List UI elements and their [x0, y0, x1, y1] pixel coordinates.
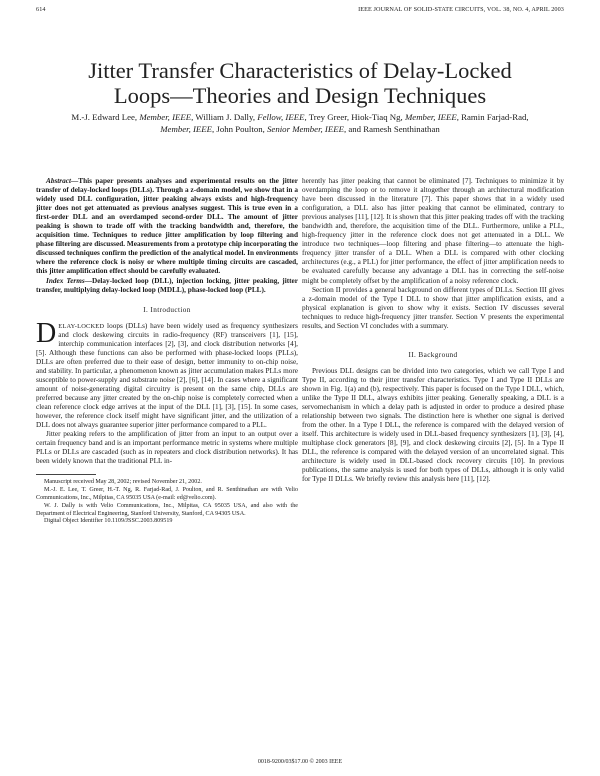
page-number: 614: [36, 6, 46, 13]
footnote-divider: [36, 474, 96, 475]
author-1: M.-J. Edward Lee,: [71, 112, 138, 122]
abstract-text: This paper presents analyses and experimental results on the jitter transfer of delay-locked loops (DLLs). Through a z-domain model, we show that in a widely used DLL configuration, jitter peaking always exists and high-frequency jitter does not get attenuated as previous analyses suggest. This is true even in a first-order DLL and an overdamped second-order DLL. The amount of jitter peaking is shown to trade off with the tracking bandwidth and, therefore, the acquisition time. Techniques to reduce jitter amplification by loop filtering and phase filtering are discussed. Measurements from a prototype chip incorporating the discussed techniques confirm the prediction of the analytical model. In environments where the reference clock is noisy or where multiple timing circuits are cascaded, this jitter amplification effect should be carefully evaluated.: [36, 177, 298, 276]
footnote-2: M.-J. E. Lee, T. Greer, H.-T. Ng, R. Farjad-Rad, J. Poulton, and R. Senthinathan are with Velio Communications, Inc., Milpitas, CA 95035 USA (e-mail: ed@velio.com).: [36, 487, 298, 501]
footnotes: [36, 479, 298, 526]
index-terms-text: Delay-locked loop (DLL), injection locking, jitter peaking, jitter transfer, multiplying delay-locked loop (MDLL), phase-locked loop (PLL).: [36, 276, 298, 294]
author-6: , and Ramesh Senthinathan: [343, 124, 440, 134]
author-list: [60, 111, 540, 135]
background-paragraph-1: Previous DLL designs can be divided into two categories, which we call Type I and Type II, according to their jitter transfer characteristics. Type I and Type II DLLs are shown in Fig. 1(a) and (b), respectively. This paper is focused on the Type I DLL, which, unlike the Type II DLL, always exhibits jitter peaking. Generally speaking, a DLL is a servomechanism in which a delay path is adjusted in order to produce a desired phase relationship between two signals. The distinction here is whether one signal is derived from the other. In a Type I DLL, the reference is compared with the delayed version of itself. This architecture is widely used in DLL-based frequency synthesizers [1], [3], [4], multiphase clock generators [8], [9], and clock deskewing circuits [2], [5]. In a Type II DLL, the reference is compared with the delayed version of an uncorrelated signal. This architecture is widely used in DLL-based clock recovery circuits [10]. In previous publications, the same analysis is used for both types of DLLs, although it is only valid for Type II DLLs. We briefly review this analysis here [11], [12].: [302, 366, 564, 484]
footnote-3: W. J. Dally is with Velio Communications, Inc., Milpitas, CA 95035 USA, and also with the Department of Electrical Engineering, Stanford University, Stanford, CA 94305 USA.: [36, 502, 298, 517]
right-paragraph-2: Section II provides a general background on different types of DLLs. Section III gives a z-domain model of the Type I DLL to show that jitter amplification exists, and a physical explanation is given to show why it exists. Section IV discusses several techniques to reduce high-frequency jitter transfer. Section V presents the experimental results, and Section VI concludes with a summary.: [302, 285, 564, 330]
footnote-1: Manuscript received May 28, 2002; revised November 21, 2002.: [44, 479, 202, 486]
right-column: [302, 177, 564, 484]
title-line-2: Loops—Theories and Design Techniques: [113, 83, 487, 108]
index-terms-label: Index Terms—: [46, 276, 92, 285]
abstract: [36, 177, 298, 277]
author-5-role: Senior Member, IEEE: [267, 124, 344, 134]
paper-title: [40, 58, 560, 108]
author-5: , John Poulton,: [212, 124, 265, 134]
right-paragraph-1: herently has jitter peaking that cannot be eliminated [7]. Techniques to minimize it by overdamping the loop or to remove it altogether through an architectural modification have been discussed in the literature [7]. This paper shows that in a widely used configuration, a DLL also has jitter peaking that cannot be eliminated, contrary to previous analyses [11], [12]. It is shown that this jitter peaking trades off with the tracking bandwidth and, therefore, the acquisition time of the DLL. Furthermore, unlike a PLL, high-frequency jitter in the reference clock does not get attenuated in a DLL. We introduce two techniques—loop filtering and phase filtering—to attenuate the high-frequency jitter transfer of a DLL. When a DLL is compared with other clocking architectures (e.g., a PLL) for jitter performance, the effect of jitter amplification needs to be evaluated carefully because any advantage a DLL has in correcting the self-noise might be completely offset by the amplification of a noisy reference clock.: [302, 177, 564, 285]
author-4-role: Member, IEEE: [160, 124, 213, 134]
author-3-role: Member, IEEE: [404, 112, 457, 122]
author-3: , Trey Greer, Hiok-Tiaq Ng,: [304, 112, 403, 122]
intro-paragraph-2: Jitter peaking refers to the amplification of jitter from an input to an output over a certain frequency band and is an important performance metric in systems where multiple PLLs or DLLs are cascaded (such as in repeaters and clock distribution networks). It has been widely known that the traditional PLL in-: [36, 430, 298, 466]
journal-header: IEEE JOURNAL OF SOLID-STATE CIRCUITS, VOL. 38, NO. 4, APRIL 2003: [358, 6, 564, 13]
drop-cap: D: [36, 317, 57, 349]
left-column: [36, 177, 298, 526]
footnote-4: Digital Object Identifier 10.1109/JSSC.2003.809519: [44, 518, 173, 525]
copyright-line: 0018-9200/03$17.00 © 2003 IEEE: [257, 759, 343, 765]
author-4: , Ramin Farjad-Rad,: [456, 112, 529, 122]
intro-lead: ELAY-LOCKED: [58, 322, 105, 330]
title-line-1: Jitter Transfer Characteristics of Delay-Locked: [88, 58, 512, 83]
intro-text-1: loops (DLLs) have been widely used as frequency synthesizers and clock deskewing circuits in radio-frequency (RF) transceivers [1], [15], interchip communication interfaces [2], [3], and clock distribution networks [4], [5]. Although these functions can also be performed with phase-locked loops (PLLs), DLLs are often preferred due to their ease of design, better immunity to on-chip noise, and stability. In particular, a phenomenon known as jitter accumulation makes PLLs more susceptible to power-supply and substrate noise [2], [6], [14]. In cases where a significant amount of noise-generating digital circuitry is present on the same chip, DLLs are preferred because any jitter created by the on-chip noise is completely corrected when a clean reference clock edge arrives at the input of the DLL [1], [3], [15]. In some cases, however, the reference clock itself might have significant jitter, and the utilization of a DLL does not always guarantee superior jitter performance compared to a PLL.: [36, 321, 298, 430]
index-terms: [36, 277, 298, 295]
section-heading-introduction: I. Introduction: [143, 305, 191, 314]
author-2-role: Fellow, IEEE: [257, 112, 305, 122]
abstract-label: Abstract—: [46, 177, 79, 185]
intro-paragraph-1: [36, 317, 298, 431]
section-heading-background: II. Background: [408, 350, 458, 359]
author-2: , William J. Dally,: [191, 112, 256, 122]
author-1-role: Member, IEEE: [139, 112, 192, 122]
